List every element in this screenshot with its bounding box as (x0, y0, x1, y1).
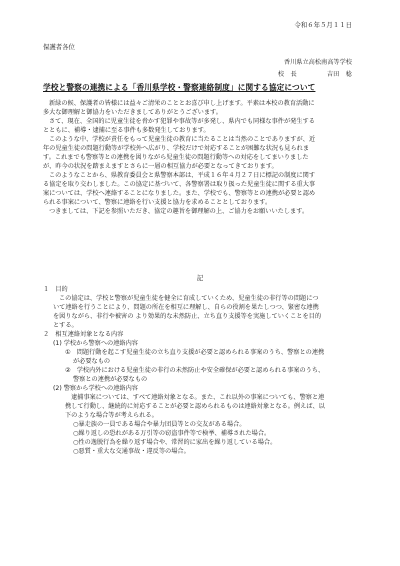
school-name: 香川県立高松南高等学校 (283, 59, 352, 66)
document-date: 令和６年５月１１日 (294, 21, 352, 29)
sections (43, 286, 365, 457)
ki-heading: 記 (196, 274, 204, 282)
intro-paragraph: このような中、学校が責任をもって児童生徒の教育に当たることは当然のことでありますが、近 年の児童生徒の問題行動等が学校外へ広がり、学校だけで対応することが困難な状況も見られま す。これまでも警察等との連携を図りながら児童生徒の問題行動等への対応をしてまいりました が、昨今の状況を踏まえますとさらに一層の相互協力が必要となってきております。 (43, 135, 316, 170)
example-item: ○悪質・重大な交通事故・違反等の場合。 (73, 447, 190, 455)
subsection-police-to-school: (2) 警察から学校への連絡内容 (53, 384, 138, 392)
example-item: ○繰り返しの恐れがある万引等の窃盗事件等で検挙、補導された場合。 (73, 429, 271, 437)
intro-paragraph: 新緑の候、保護者の皆様には益々ご清栄のこととお喜び申し上げます。平素は本校の教育活動に 多大な御理解と御協力をいただきましてありがとうございます。 (43, 100, 315, 116)
principal-signature (278, 71, 352, 80)
subsection-police-text: 逮捕事案については、すべて連絡対象となる。また、これ以外の事案についても、警察と連 携して行動し、継続的に対応することが必要と認められるものは連絡対象となる。例えば、以 下のような場合等が考えられる。 (65, 393, 325, 419)
section-purpose-heading: １ 目的 (43, 286, 68, 293)
addressee: 保護者各位 (43, 43, 75, 51)
list-item: ② 学校内外における児童生徒の非行の未然防止や安全確保が必要と認められる事案のうち、 警察との連携が必要なもの (65, 366, 325, 383)
intro-body (43, 100, 365, 217)
principal-name: 吉田 稔 (326, 71, 352, 78)
intro-paragraph: さて、現在、全国的に児童生徒を脅かす犯罪や事故等が多発し、県内でも同様な事件が発生する とともに、補導・逮捕に至る事件も多数発生しております。 (43, 117, 315, 134)
intro-paragraph: つきましては、下記を参照いただき、協定の趣旨を御理解の上、ご協力をお願いいたします。 (49, 207, 309, 215)
section-contents-heading: ２ 相互連絡対象となる内容 (43, 330, 124, 338)
example-item: ○暴走族の一員である場合や暴力団員等との交友がある場合。 (73, 420, 246, 428)
intro-paragraph: このようなことから、県教育委員会と県警察本部は、平成１６年４月２７日に標記の制度に関す る協定を取り交わしました。この協定に基づいて、各警察署は取り扱った児童生徒に関する重大事 案については、学校へ連絡することになりました。また、学校でも、警察等との連携が必要と認め られる事案について、警察に連絡を行い支援と協力を求めることとしております。 (43, 171, 316, 206)
principal-role: 校 長 (277, 71, 297, 78)
subsection-school-to-police: (1) 学校から警察への連絡内容 (53, 339, 138, 347)
example-item: ○性の逸脱行為を繰り返す場合や、常習的に家出を繰り返している場合。 (73, 438, 277, 446)
document-title: 学校と警察の連携による「香川県学校・警察連絡制度」に関する協定について (43, 83, 316, 92)
section-purpose-text: この協定は、学校と警察が児童生徒を健全に育成していくため、児童生徒の非行等の問題につ いて連絡を行うことにより、問題の所在を相互に理解し、自らの役割を果たしつつ、緊密な連携 を図りながら、非行や被害の より効果的な未然防止、立ち直り支援等を実施していくことを目的 とする。 (53, 294, 322, 329)
list-item: ① 問題行動を起こす児童生徒の立ち直り支援が必要と認められる事案のうち、警察との連携 が必要なもの (65, 348, 325, 365)
